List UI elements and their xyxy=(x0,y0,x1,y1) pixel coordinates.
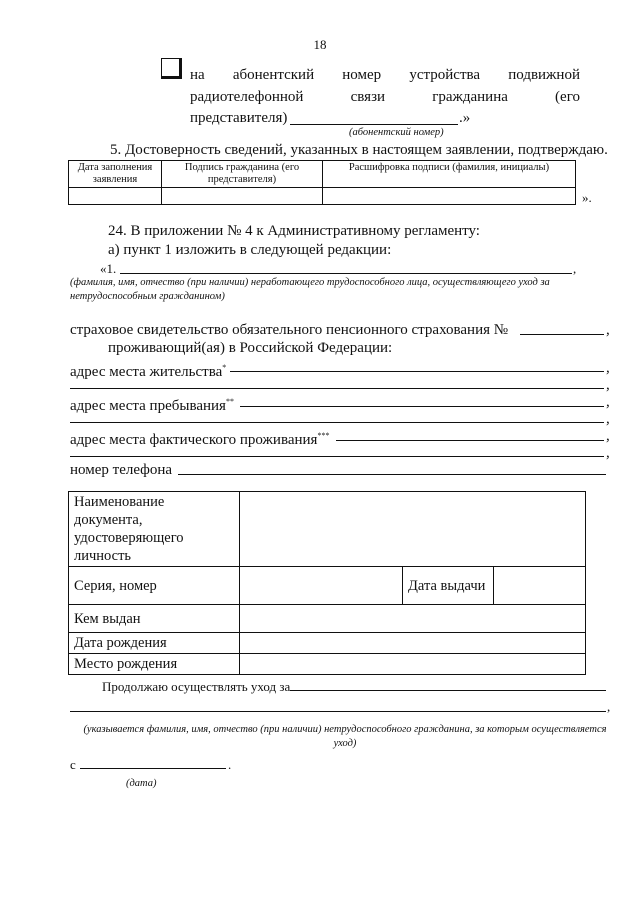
issue-date-label: Дата выдачи xyxy=(403,567,494,605)
care-recipient-field-2[interactable] xyxy=(70,711,606,712)
caregiver-name-hint: (фамилия, имя, отчество (при наличии) неработающего трудоспособного лица, осуществляющего уход за нетрудоспособным гражданином) xyxy=(70,277,550,302)
address-stay-label xyxy=(70,393,234,415)
comma: , xyxy=(606,394,610,410)
issue-date-value[interactable] xyxy=(494,567,586,605)
series-value[interactable] xyxy=(240,567,403,605)
birth-date-label: Дата рождения xyxy=(69,633,240,654)
sig-table-end: ». xyxy=(582,190,592,205)
address-actual-field-2[interactable] xyxy=(70,456,604,457)
birth-date-value[interactable] xyxy=(240,633,586,654)
option-word: подвижной xyxy=(508,67,580,83)
comma: , xyxy=(606,377,610,393)
birth-place-label: Место рождения xyxy=(69,654,240,675)
footnote-mark: ** xyxy=(225,397,234,406)
phone-field[interactable] xyxy=(178,474,606,475)
address-stay-field[interactable] xyxy=(240,406,604,407)
footnote-mark: * xyxy=(222,363,227,372)
residing-label: проживающий(ая) в Российской Федерации: xyxy=(108,340,393,356)
address-actual-field[interactable] xyxy=(336,440,604,441)
identity-document-table xyxy=(68,491,586,675)
sig-header-decode: Расшифровка подписи (фамилия, инициалы) xyxy=(323,161,576,188)
option-word: устройства xyxy=(409,67,481,83)
address-residence-field-2[interactable] xyxy=(70,388,604,389)
item-24a: а) пункт 1 изложить в следующей редакции: xyxy=(108,242,392,258)
series-label: Серия, номер xyxy=(69,567,240,605)
caregiver-name-field[interactable] xyxy=(120,273,572,274)
signature-table xyxy=(68,160,576,205)
sig-cell-decode[interactable] xyxy=(323,188,576,205)
option-word: абонентский xyxy=(232,67,315,83)
phone-label: номер телефона xyxy=(70,462,173,478)
option-line2 xyxy=(190,88,580,106)
address-residence-field[interactable] xyxy=(230,371,604,372)
birth-place-value[interactable] xyxy=(240,654,586,675)
option-word: радиотелефонной xyxy=(190,89,304,105)
item-5: 5. Достоверность сведений, указанных в настоящем заявлении, подтверждаю. xyxy=(110,142,608,158)
p1-comma: , xyxy=(573,261,577,276)
address-stay-text: адрес места пребывания xyxy=(70,398,226,414)
issued-by-value[interactable] xyxy=(240,605,586,633)
address-stay-field-2[interactable] xyxy=(70,422,604,423)
insurance-label: страховое свидетельство обязательного пенсионного страхования № xyxy=(70,322,509,338)
sig-header-signature: Подпись гражданина (его представителя) xyxy=(162,161,323,188)
care-recipient-field[interactable] xyxy=(290,690,606,691)
sig-header-date: Дата заполнения заявления xyxy=(69,161,162,188)
option-word: на xyxy=(190,67,205,83)
period: . xyxy=(228,757,232,772)
sig-cell-signature[interactable] xyxy=(162,188,323,205)
phone-number-field[interactable] xyxy=(290,124,458,125)
phone-number-hint: (абонентский номер) xyxy=(349,127,444,138)
comma: , xyxy=(606,411,610,427)
footnote-mark: *** xyxy=(317,431,330,440)
sig-cell-date[interactable] xyxy=(69,188,162,205)
comma: , xyxy=(606,360,610,376)
address-actual-label xyxy=(70,427,329,449)
p1-start: «1. xyxy=(100,261,117,276)
insurance-comma: , xyxy=(606,322,610,338)
insurance-number-field[interactable] xyxy=(520,334,604,335)
continue-label: Продолжаю осуществлять уход за xyxy=(102,679,291,694)
from-label: с xyxy=(70,757,76,772)
start-date-field[interactable] xyxy=(80,768,226,769)
option-line3-end: .» xyxy=(459,110,471,126)
option-line1 xyxy=(190,66,580,84)
issued-by-label: Кем выдан xyxy=(69,605,240,633)
comma: , xyxy=(606,428,610,444)
doc-name-label: Наименование документа, удостоверяющего личность xyxy=(69,492,240,567)
address-residence-text: адрес места жительства xyxy=(70,364,223,380)
option-word: (его xyxy=(555,89,580,105)
address-actual-text: адрес места фактического проживания xyxy=(70,432,318,448)
address-residence-label xyxy=(70,359,226,381)
option-word: номер xyxy=(342,67,382,83)
date-hint: (дата) xyxy=(126,778,157,789)
doc-name-value[interactable] xyxy=(240,492,586,567)
option-word: гражданина xyxy=(432,89,508,105)
option-word: связи xyxy=(350,89,386,105)
comma: , xyxy=(607,699,611,714)
page-number: 18 xyxy=(313,37,327,52)
option-line3: представителя) xyxy=(190,110,288,126)
checkbox[interactable] xyxy=(161,58,182,79)
item-24: 24. В приложении № 4 к Административному регламенту: xyxy=(108,223,480,239)
comma: , xyxy=(606,445,610,461)
care-recipient-hint: (указывается фамилия, имя, отчество (при наличии) нетрудоспособного гражданина, за которым осуществляется уход) xyxy=(83,724,607,749)
